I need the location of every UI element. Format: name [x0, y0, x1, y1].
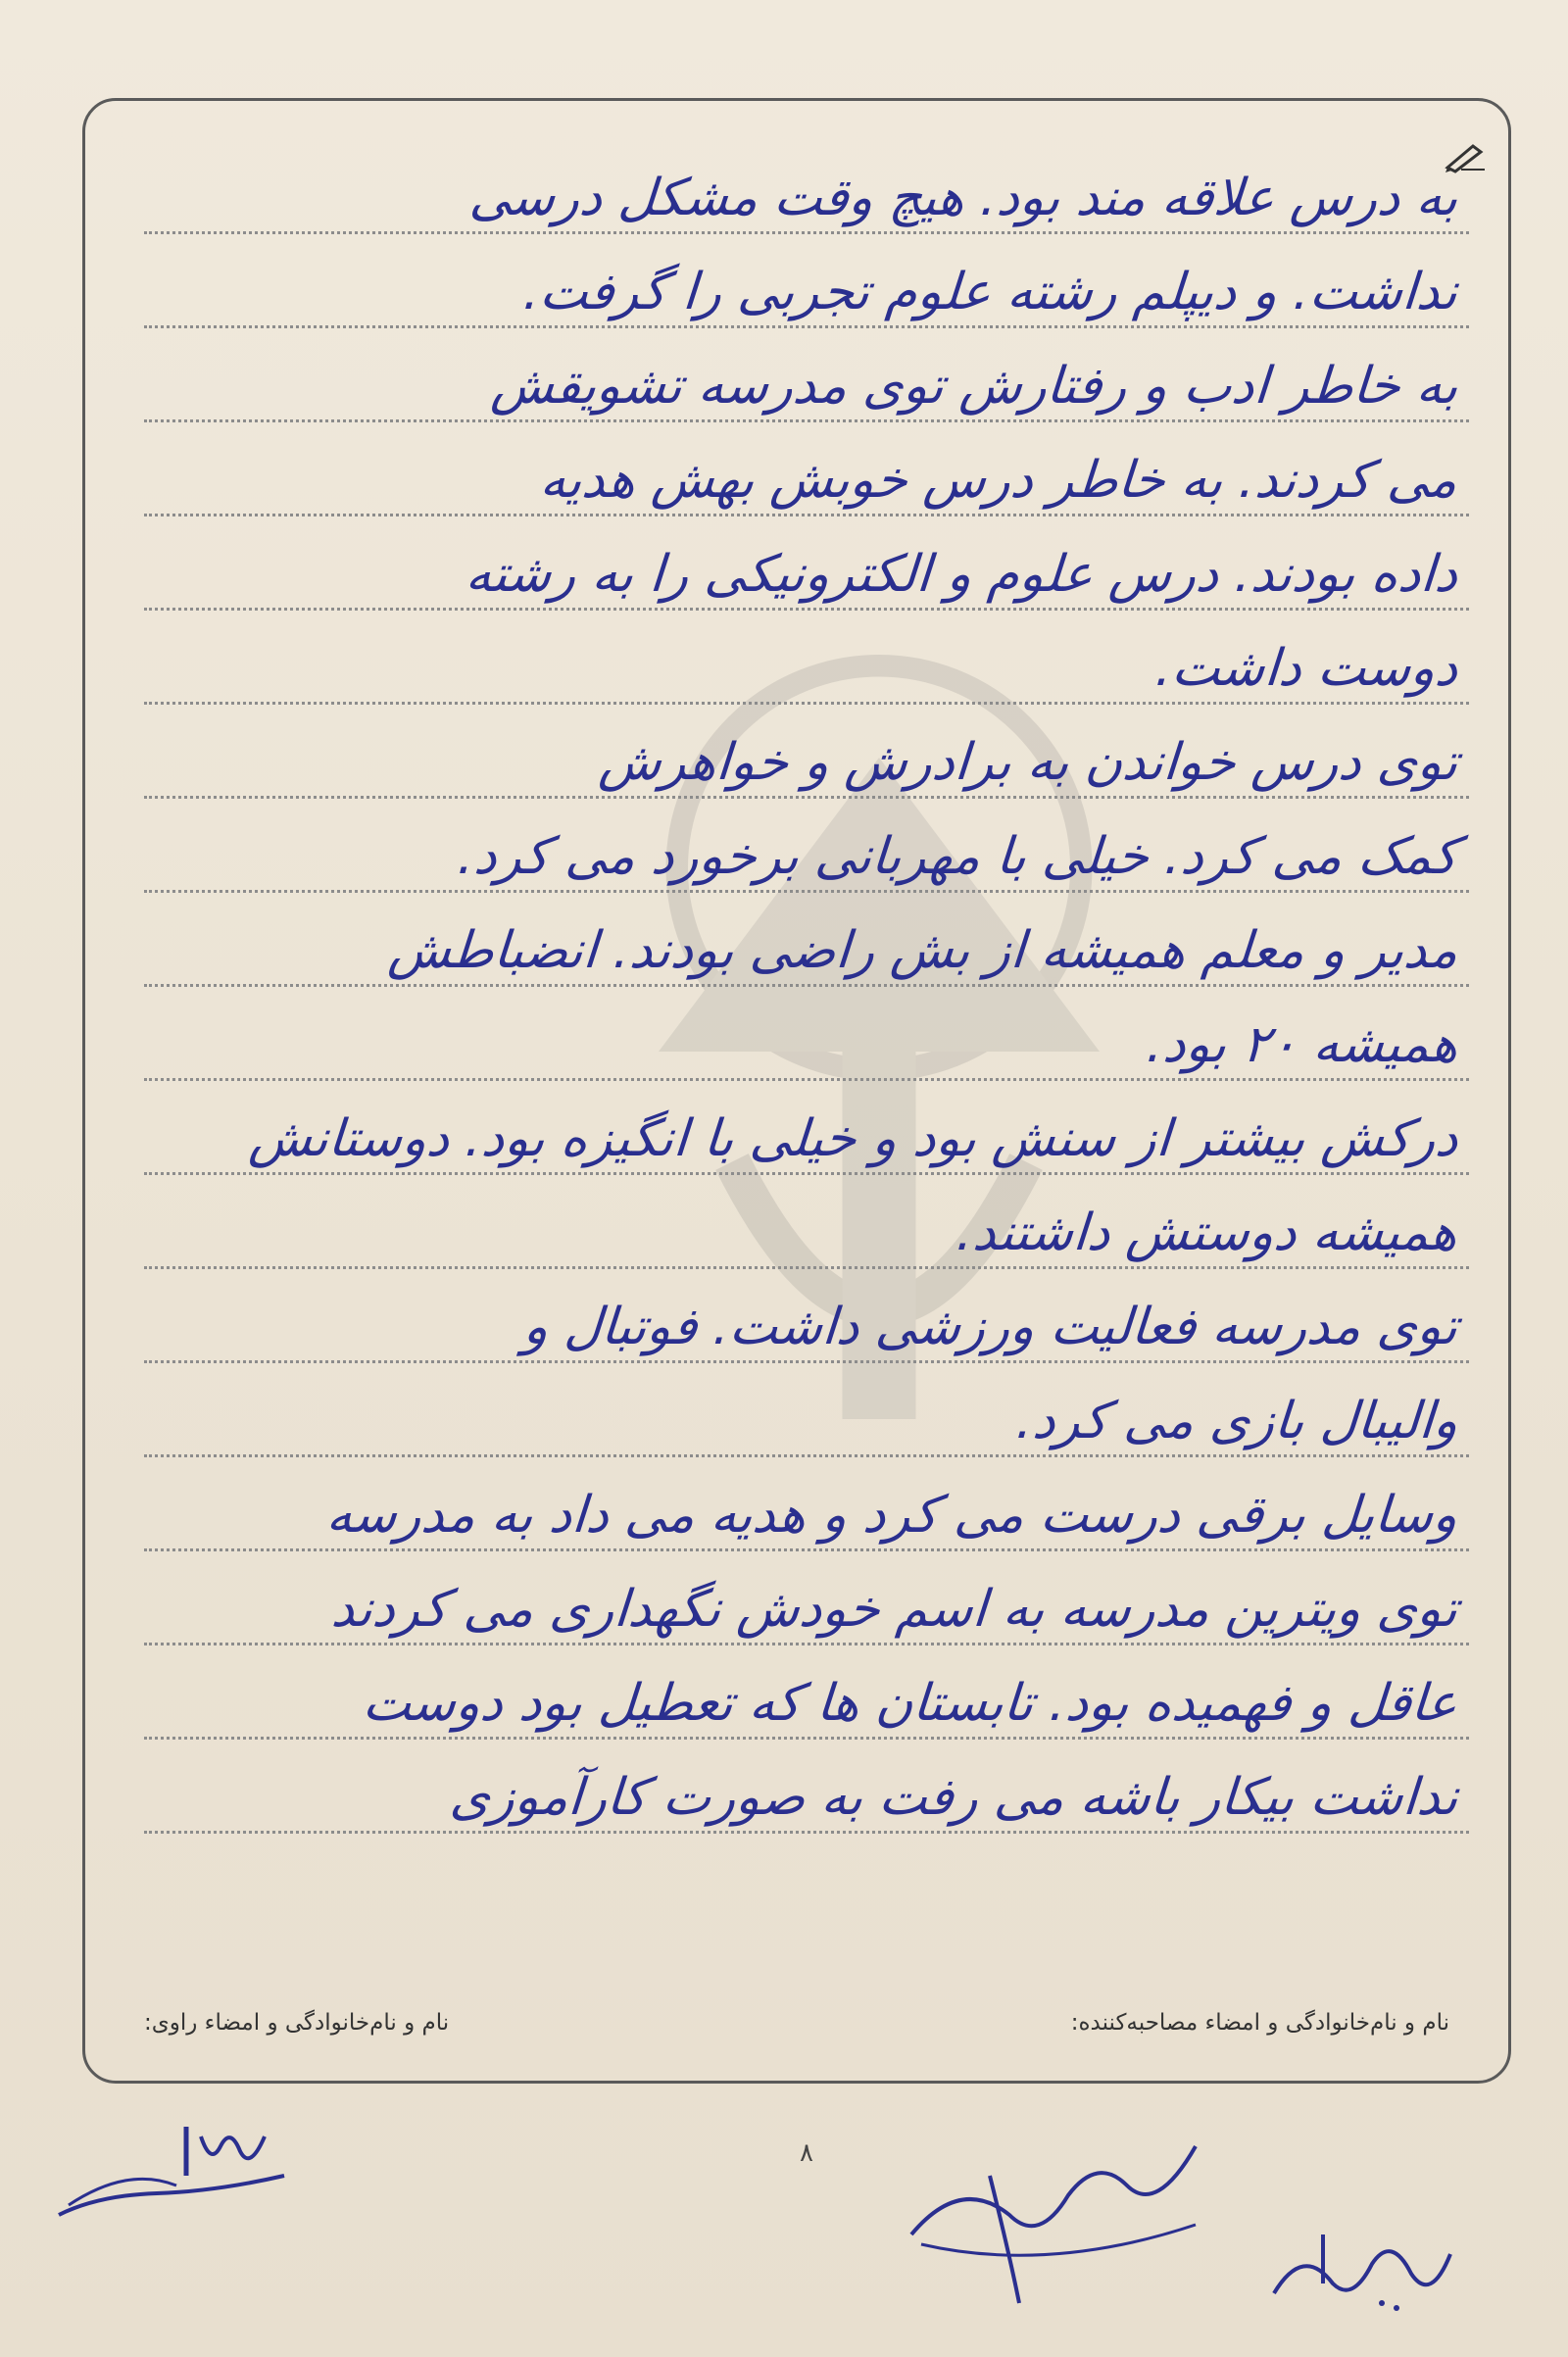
- text-line: [144, 1645, 1469, 1740]
- handwritten-text: توی مدرسه فعالیت ورزشی داشت. فوتبال و: [521, 1298, 1460, 1356]
- handwritten-text: به خاطر ادب و رفتارش توی مدرسه تشویقش: [488, 357, 1460, 416]
- handwritten-text: مدیر و معلم همیشه از بش راضی بودند. انضباطش: [385, 921, 1460, 980]
- handwritten-text: دوست داشت.: [1152, 639, 1460, 698]
- text-line: [144, 1551, 1469, 1645]
- signature-interviewer: [902, 2117, 1215, 2313]
- handwritten-text: نداشت. و دیپلم رشته علوم تجربی را گرفت.: [521, 263, 1460, 321]
- signature-name-right: [1264, 2205, 1460, 2323]
- text-line: [144, 1740, 1469, 1834]
- signature-narrator: [39, 2107, 314, 2234]
- text-line: [144, 799, 1469, 893]
- signature-labels: [124, 2010, 1469, 2049]
- text-line: [144, 422, 1469, 516]
- handwritten-text: وسایل برقی درست می کرد و هدیه می داد به مدرسه: [324, 1486, 1460, 1545]
- text-line: [144, 987, 1469, 1081]
- handwritten-text: همیشه دوستش داشتند.: [955, 1203, 1460, 1262]
- text-line: [144, 1175, 1469, 1269]
- text-line: [144, 1457, 1469, 1551]
- handwritten-text: توی ویترین مدرسه به اسم خودش نگهداری می کردند: [329, 1580, 1460, 1639]
- handwritten-text: عاقل و فهمیده بود. تابستان ها که تعطیل بود دوست: [361, 1674, 1460, 1733]
- page-number: ۸: [800, 2138, 813, 2168]
- handwritten-text: والیبال بازی می کرد.: [1013, 1392, 1460, 1450]
- writing-frame: [82, 98, 1511, 2084]
- text-line: [144, 893, 1469, 987]
- narrator-label: نام و نام‌خانوادگی و امضاء راوی:: [144, 2010, 450, 2036]
- text-line: [144, 234, 1469, 328]
- handwritten-text: کمک می کرد. خیلی با مهربانی برخورد می کرد.: [456, 827, 1460, 886]
- text-line: [144, 328, 1469, 422]
- interviewer-label: نام و نام‌خانوادگی و امضاء مصاحبه‌کننده:: [1070, 2010, 1449, 2036]
- handwritten-text: نداشت بیکار باشه می رفت به صورت کارآموزی: [447, 1768, 1460, 1827]
- text-line: [144, 516, 1469, 611]
- handwritten-text: توی درس خواندن به برادرش و خواهرش: [596, 733, 1460, 792]
- text-line: [144, 1081, 1469, 1175]
- ruled-lines: [85, 101, 1508, 2081]
- handwritten-text: به درس علاقه مند بود. هیچ وقت مشکل درسی: [466, 169, 1460, 227]
- handwritten-text: می کردند. به خاطر درس خوبش بهش هدیه: [538, 451, 1460, 510]
- text-line: [144, 140, 1469, 234]
- text-line: [144, 611, 1469, 705]
- text-line: [144, 705, 1469, 799]
- handwritten-text: داده بودند. درس علوم و الکترونیکی را به رشته: [464, 545, 1460, 604]
- handwritten-text: همیشه ۲۰ بود.: [1144, 1015, 1460, 1074]
- text-line: [144, 1269, 1469, 1363]
- handwritten-text: درکش بیشتر از سنش بود و خیلی با انگیزه بود. دوستانش: [246, 1109, 1460, 1168]
- text-line: [144, 1363, 1469, 1457]
